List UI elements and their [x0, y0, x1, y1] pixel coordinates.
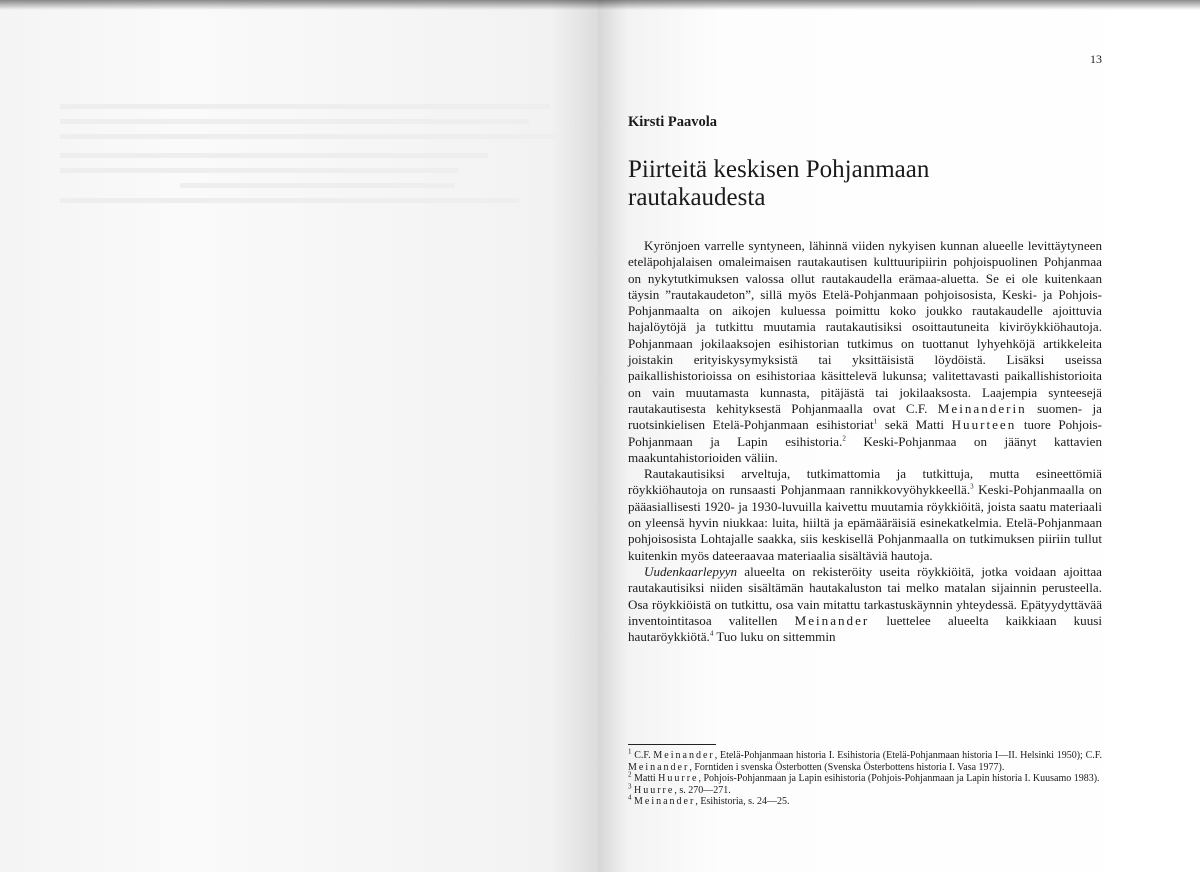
article-body [628, 238, 1102, 645]
spaced-name: Meinander [653, 750, 715, 761]
text-run: sekä Matti [877, 417, 952, 433]
spaced-name: Huurteen [951, 417, 1017, 433]
spaced-name: Meinander [794, 612, 870, 628]
footnote-marker: 3 [628, 782, 632, 791]
text-run: Matti [631, 773, 659, 785]
paragraph [628, 238, 1102, 466]
text-run: suomen- ja ruotsinkielisen Etelä-Pohjanmaan esihistoriat [628, 400, 1102, 433]
text-run: , Etelä-Pohjanmaan historia I. Esihistoria (Etelä-Pohjanmaan historia I—II. Helsinki 1950); C.F. [714, 750, 1103, 761]
text-run: , s. 270—271. [674, 784, 731, 796]
text-run: Keski-Pohjanmaa on jäänyt kattavien maakuntahistorioiden väliin. [628, 433, 1102, 465]
text-run: alueelta on rekisteröity useita röykkiöitä, jotka voidaan ajoittaa rautakautisiksi niiden sisältämän hautakaluston tai melko matalan sijainnin perusteella. Osa röykkiöistä on tutkittu, osa vain mitattu tarkastuskäynnin yhteydessä. Epätyydyttävää inventointitasoa valitellen [628, 563, 1102, 628]
scan-shadow [0, 0, 1200, 10]
text-run: tuore Pohjois-Pohjanmaan ja Lapin esihistoria. [628, 417, 1102, 449]
text-run: , Esihistoria, s. 24—25. [695, 796, 790, 808]
footnote-marker: 4 [709, 629, 714, 638]
text-run: , Forntiden i svenska Österbotten (Svenska Österbottens historia I. Vasa 1977). [689, 761, 1005, 773]
spaced-name: Meinander [634, 796, 696, 808]
text-run: Keski-Pohjanmaalla on pääasiallisesti 1920- ja 1930-luvuilla kaivettu muutamia röykkiöitä, joista saatu materiaali on yleensä hyvin niukkaa: luita, hiiltä ja epämääräisiä esinekatkelmia. Etelä-Pohjanmaan pohjoisosista Lohtajalle saakka, siis keskisellä Pohjanmaalla on tutkimuksen piiriin tullut kuitenkin myös dateeraavaa materiaalia sisältäviä hautoja. [628, 482, 1102, 563]
title-line-2: rautakaudesta [628, 184, 766, 211]
text-run: luettelee alueelta kaikkiaan kuusi hautaröykkiötä. [628, 612, 1103, 645]
footnote [628, 747, 1103, 773]
italic-place-name: Uudenkaarlepyyn [644, 563, 738, 579]
show-through-text [60, 104, 570, 213]
text-run: Tuo luku on sittemmin [713, 629, 836, 645]
left-page-blank [0, 0, 598, 872]
footnote [628, 782, 1102, 797]
text-run: C.F. [631, 750, 654, 761]
footnotes [628, 747, 1103, 808]
footnote [628, 796, 1102, 808]
text-run: , Pohjois-Pohjanmaan ja Lapin esihistoria (Pohjois-Pohjanmaan ja Lapin historia I. Kuusamo 1983). [698, 773, 1100, 785]
paragraph [628, 466, 1102, 564]
page-number: 13 [1090, 52, 1102, 66]
footnote-marker: 2 [842, 434, 846, 443]
footnote-marker: 3 [970, 483, 974, 492]
footnote-marker: 1 [873, 417, 878, 426]
footnote [628, 770, 1102, 785]
text-run: Kyrönjoen varrelle syntyneen, lähinnä viiden nykyisen kunnan alueelle levittäytyneen eteläpohjalaisen omaleimaisen rautakautisen kulttuuripiirin pohjoispuolinen Pohjanmaa on nykytutkimuksen valossa ollut rautakaudella erämaa-aluetta. Se ei ole kuitenkaan täysin ”rautakaudeton”, sillä myös Etelä-Pohjanmaan pohjoisosista, Keski- ja Pohjois-Pohjanmaalta on aikojen kuluessa poimittu koko joukko rautakaudelle ajoittuvia hajalöytöjä ja tutkittu muutamia rautakautisiksi osoittautuneita kiviröykkiöhautoja. Pohjanmaan jokilaaksojen esihistorian tutkimus on tuottanut lyhyehköjä artikkeleita joistakin erityiskysymyksistä tai yksittäisistä löydöistä. Lisäksi useissa paikallishistorioissa on esihistoriaa käsittelevä lukunsa; valitettavasti paikallishistorioita on vain muutamasta kunnasta, pitäjästä tai jokilaaksosta. Laajempia synteesejä rautakautisesta kehityksestä Pohjanmaalla ovat C.F. [628, 238, 1102, 416]
footnote-marker: 2 [628, 770, 632, 779]
footnote-marker: 4 [628, 794, 632, 803]
spaced-name: Huurre [658, 773, 699, 785]
paragraph [628, 564, 1102, 645]
article-author: Kirsti Paavola [628, 114, 718, 130]
footnote-marker: 1 [628, 747, 632, 756]
spaced-name: Huurre [634, 784, 675, 796]
footnote-separator [628, 744, 716, 745]
spaced-name: Meinander [628, 761, 690, 773]
text-run: Rautakautisiksi arveltuja, tutkimattomia ja tutkittuja, mutta esineettömiä röykkiöhautoja on runsaasti Pohjanmaan rannikkovyöhykkeellä. [628, 466, 1102, 498]
title-line-1: Piirteitä keskisen Pohjanmaan [628, 156, 930, 183]
article-title [628, 156, 1098, 212]
spaced-name: Meinanderin [937, 400, 1027, 416]
